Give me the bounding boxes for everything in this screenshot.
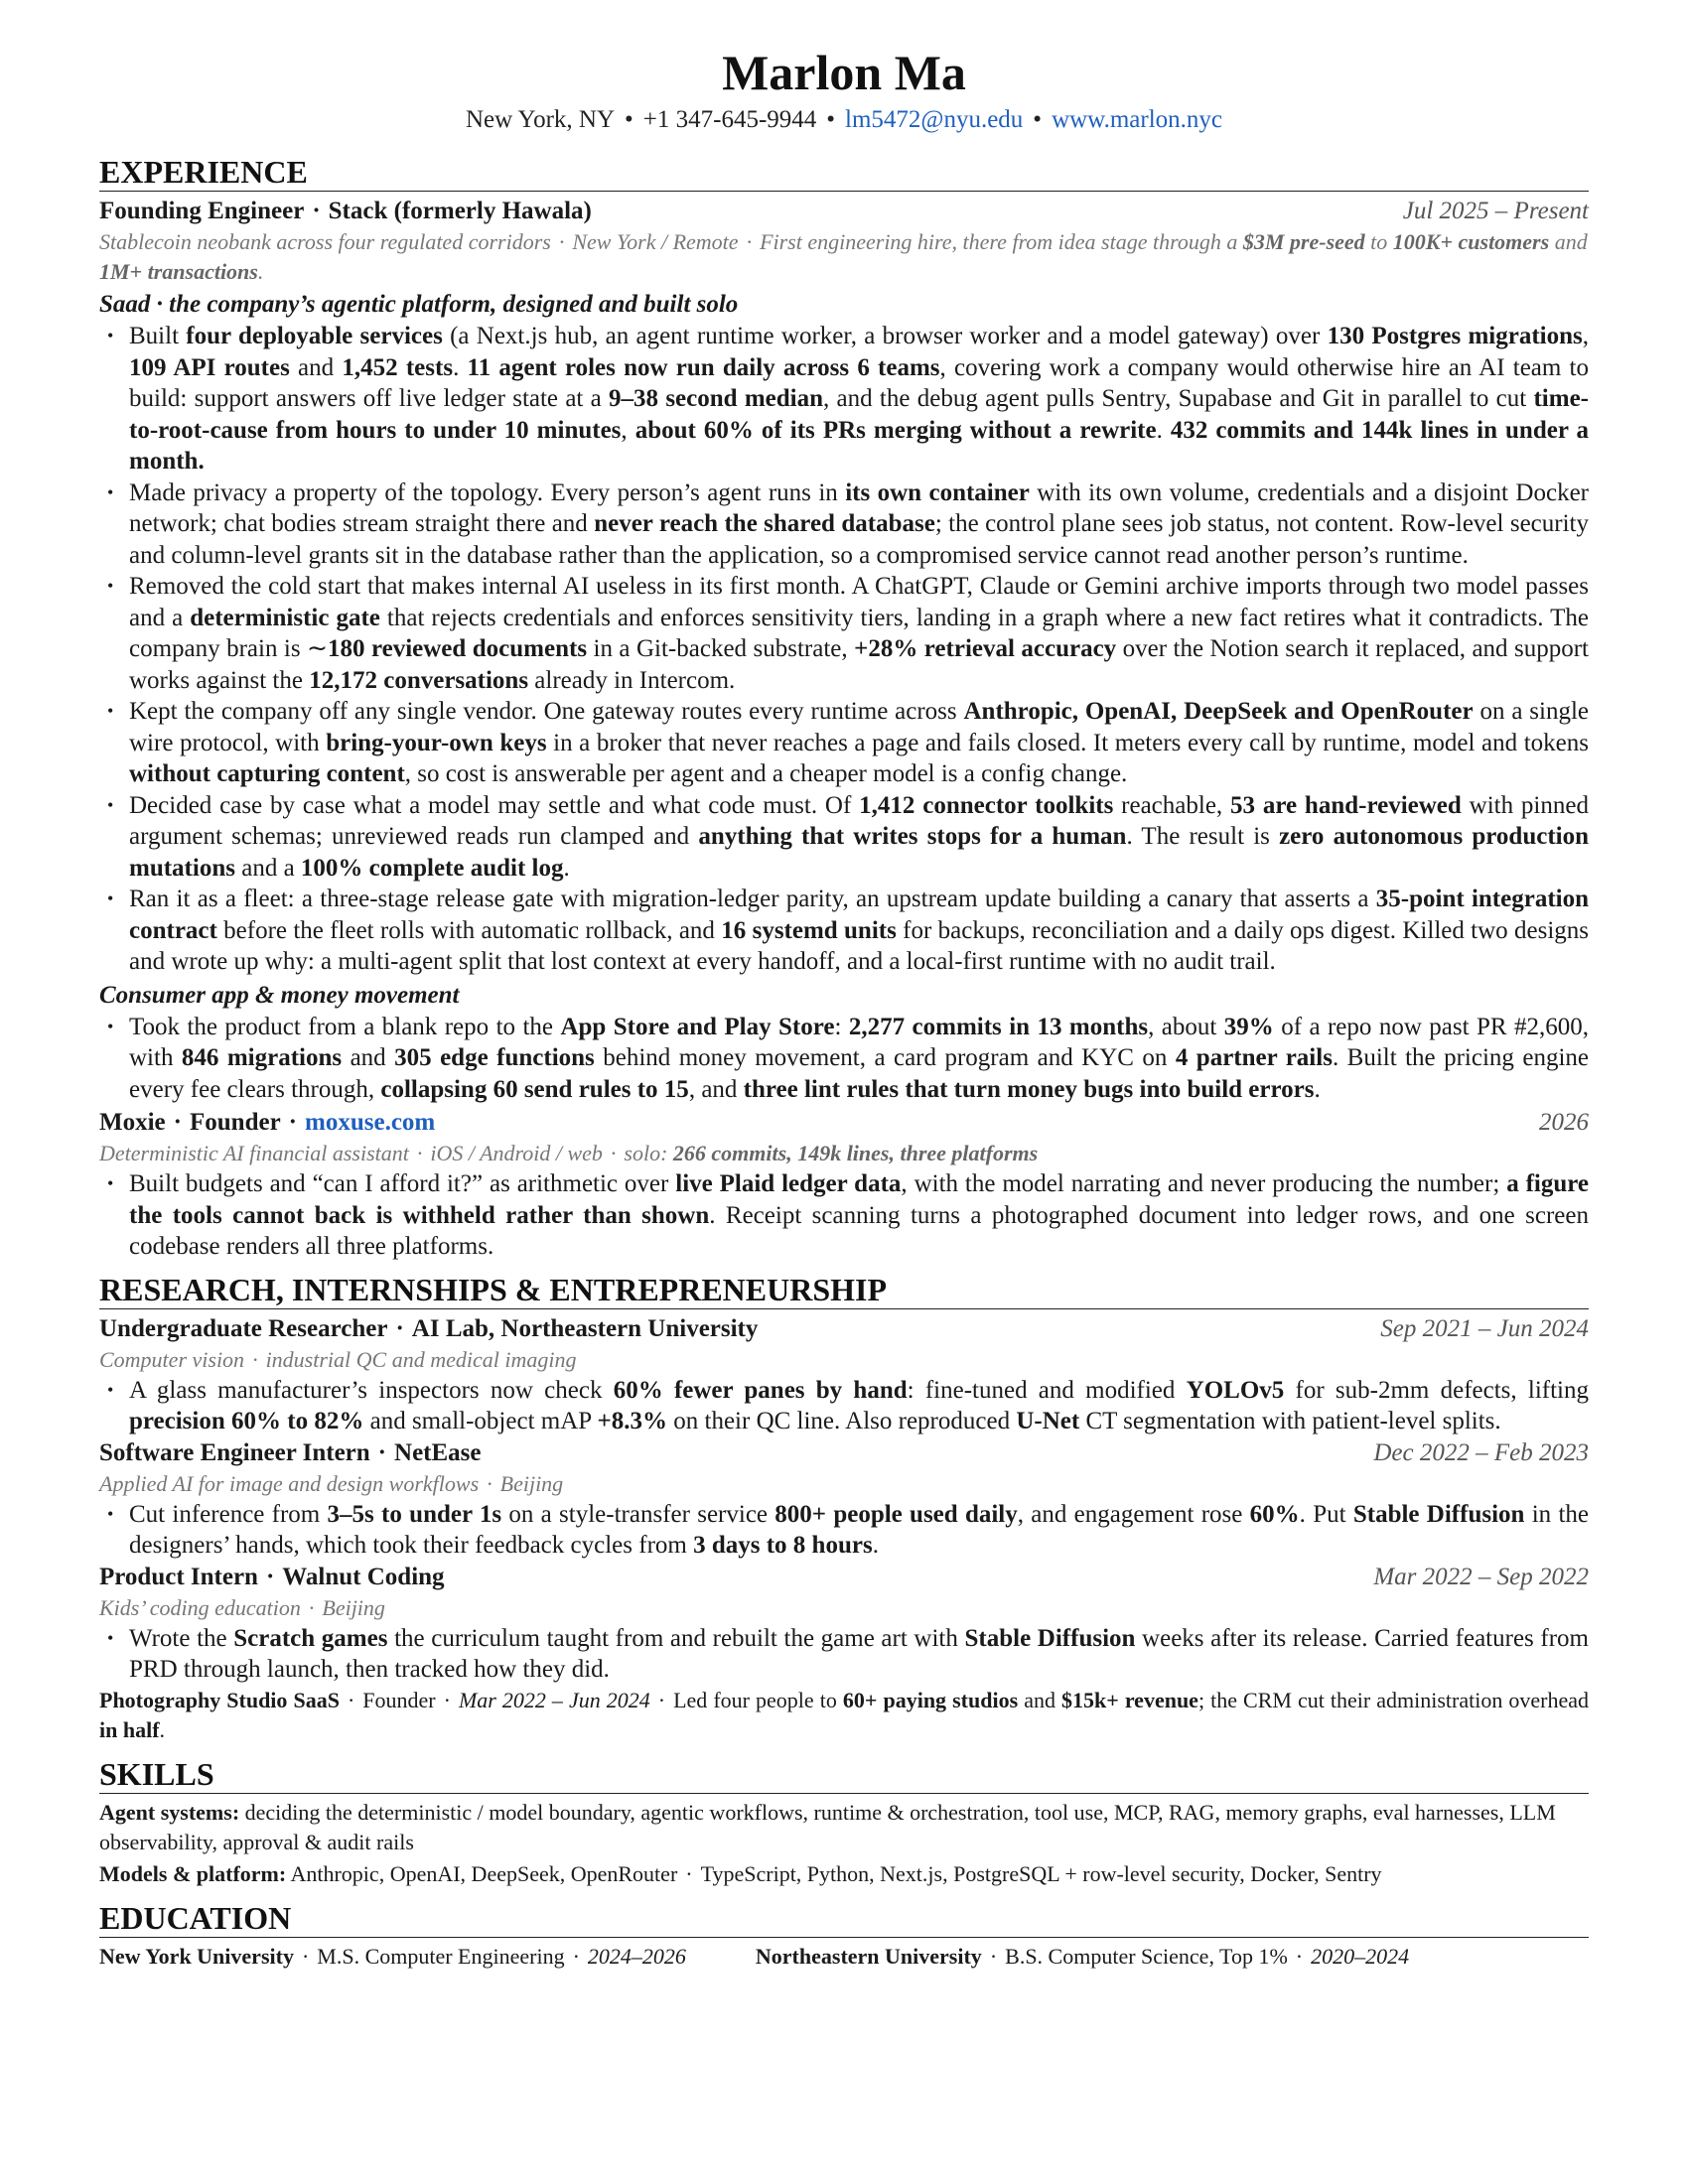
education-section — [99, 1899, 1589, 1972]
section-title-skills: SKILLS — [99, 1755, 1589, 1794]
job-role: Founding Engineer — [99, 198, 305, 224]
education-nyu: New York University · M.S. Computer Engineering · 2024–2026 — [99, 1943, 686, 1969]
contact-line: New York, NY • +1 347-645-9944 • lm5472@nyu.edu • www.marlon.nyc — [465, 106, 1223, 133]
list-item: • Ran it as a fleet: a three-stage release gate with migration-ledger parity, an upstream update building a canary that asserts a 35-point integration contract before the fleet rolls with automatic rollback, and 16 systemd units for backups, reconciliation and a daily ops digest. Killed two designs and wrote up why: a multi-agent split that lost context at every handoff, and a local-first runtime with no audit trail. — [99, 884, 1589, 978]
subsection-saad: Saad · the company’s agentic platform, designed and built solo — [99, 291, 739, 318]
job-subtitle: Applied AI for image and design workflows · Beijing — [99, 1470, 564, 1496]
skills-models-platform: Models & platform: Anthropic, OpenAI, DeepSeek, OpenRouter · TypeScript, Python, Next.js, PostgreSQL + row-level security, Docker, Sentry — [99, 1860, 1382, 1886]
job-company: Stack (formerly Hawala) — [328, 198, 592, 224]
job-subtitle: Stablecoin neobank across four regulated corridors · New York / Remote · First engineering hire, there from idea stage through a $3M pre-seed to 100K+ customers and 1M+ transactions. — [99, 229, 1588, 284]
section-title-education: EDUCATION — [99, 1899, 1589, 1938]
job-header-netease: Software Engineer Intern · NetEase Dec 2022 – Feb 2023 — [99, 1438, 1589, 1466]
job-date: 2026 — [1539, 1109, 1589, 1136]
list-item: • Removed the cold start that makes internal AI useless in its first month. A ChatGPT, Claude or Gemini archive imports through two model passes and a deterministic gate that rejects credentials and enforces sensitivity tiers, landing in a graph where a new fact retires what it contradicts. The company brain is ∼180 reviewed documents in a Git-backed substrate, +28% retrieval accuracy over the Notion search it replaced, and support works against the 12,172 conversations already in Intercom. — [99, 571, 1589, 696]
list-item: • Wrote the Scratch games the curriculum taught from and rebuilt the game art with Stable Diffusion weeks after its release. Carried features from PRD through launch, then tracked how they did. — [99, 1623, 1589, 1686]
education-line — [99, 1942, 1589, 1972]
website-link[interactable]: www.marlon.nyc — [1052, 106, 1223, 133]
bullet-list-consumer — [99, 1012, 1589, 1106]
location: New York, NY — [465, 106, 615, 133]
phone: +1 347-645-9944 — [642, 106, 817, 133]
list-item: • Decided case by case what a model may settle and what code must. Of 1,412 connector toolkits reachable, 53 are hand-reviewed with pinned argument schemas; unreviewed reads run clamped and anything that writes stops for a human. The result is zero autonomous production mutations and a 100% complete audit log. — [99, 790, 1589, 885]
job-subtitle: Kids’ coding education · Beijing — [99, 1594, 385, 1620]
job-subtitle: Deterministic AI financial assistant · iOS / Android / web · solo: 266 commits, 149k lines, three platforms — [99, 1141, 1039, 1165]
subsection-consumer: Consumer app & money movement — [99, 981, 460, 1009]
list-item: • Cut inference from 3–5s to under 1s on a style-transfer service 800+ people used daily, and engagement rose 60%. Put Stable Diffusion in the designers’ hands, which took their feedback cycles from 3 days to 8 hours. — [99, 1499, 1589, 1562]
list-item: • Kept the company off any single vendor. One gateway routes every runtime across Anthropic, OpenAI, DeepSeek and OpenRouter on a single wire protocol, with bring-your-own keys in a broker that never reaches a page and fails closed. It meters every call by runtime, model and tokens without capturing content, so cost is answerable per agent and a cheaper model is a config change. — [99, 696, 1589, 790]
job-header-stack: Founding Engineer · Stack (formerly Hawala) Jul 2025 – Present — [99, 196, 1589, 227]
skills-section — [99, 1755, 1589, 1889]
bullet-list-netease — [99, 1499, 1589, 1562]
bullet-list-ai-lab — [99, 1375, 1589, 1437]
job-header-moxie: Moxie · Founder · moxuse.com 2026 — [99, 1107, 1589, 1139]
list-item: • Built four deployable services (a Next.js hub, an agent runtime worker, a browser worker and a model gateway) over 130 Postgres migrations, 109 API routes and 1,452 tests. 11 agent roles now run daily across 6 teams, covering work a company would otherwise hire an AI team to build: support answers off live ledger state at a 9–38 second median, and the debug agent pulls Sentry, Supabase and Git in parallel to cut time-to-root-cause from hours to under 10 minutes, about 60% of its PRs merging without a rewrite. 432 commits and 144k lines in under a month. — [99, 321, 1589, 478]
bullet-list-moxie — [99, 1168, 1589, 1263]
education-neu: Northeastern University · B.S. Computer Science, Top 1% · 2020–2024 — [755, 1943, 1410, 1969]
list-item: • A glass manufacturer’s inspectors now check 60% fewer panes by hand: fine-tuned and modified YOLOv5 for sub-2mm defects, lifting precision 60% to 82% and small-object mAP +8.3% on their QC line. Also reproduced U-Net CT segmentation with patient-level splits. — [99, 1375, 1589, 1437]
research-section — [99, 1271, 1589, 1745]
job-subtitle: Computer vision · industrial QC and medical imaging — [99, 1346, 577, 1372]
job-date: Jul 2025 – Present — [1402, 198, 1589, 224]
job-role: Moxie — [99, 1109, 166, 1136]
candidate-name: Marlon Ma — [722, 45, 966, 100]
section-title-research: RESEARCH, INTERNSHIPS & ENTREPRENEURSHIP — [99, 1271, 1589, 1309]
bullet-list-walnut — [99, 1623, 1589, 1686]
email-link[interactable]: lm5472@nyu.edu — [845, 106, 1024, 133]
job-title: Founder — [189, 1109, 281, 1136]
job-header-ai-lab: Undergraduate Researcher · AI Lab, Northeastern University Sep 2021 – Jun 2024 — [99, 1314, 1589, 1342]
photography-studio-line: Photography Studio SaaS · Founder · Mar 2022 – Jun 2024 · Led four people to 60+ paying studios and $15k+ revenue; the CRM cut their administration overhead in half. — [99, 1687, 1590, 1742]
moxie-link[interactable]: moxuse.com — [305, 1109, 436, 1136]
job-header-walnut: Product Intern · Walnut Coding Mar 2022 – Sep 2022 — [99, 1563, 1589, 1590]
list-item: • Took the product from a blank repo to the App Store and Play Store: 2,277 commits in 13 months, about 39% of a repo now past PR #2,600, with 846 migrations and 305 edge functions behind money movement, a card program and KYC on 4 partner rails. Built the pricing engine every fee clears through, collapsing 60 send rules to 15, and three lint rules that turn money bugs into build errors. — [99, 1012, 1589, 1106]
section-title-experience: EXPERIENCE — [99, 153, 1589, 192]
bullet-list-saad — [99, 321, 1589, 978]
list-item: • Built budgets and “can I afford it?” as arithmetic over live Plaid ledger data, with the model narrating and never producing the number; a figure the tools cannot back is withheld rather than shown. Receipt scanning turns a photographed document into ledger rows, and one screen codebase renders all three platforms. — [99, 1168, 1589, 1263]
list-item: • Made privacy a property of the topology. Every person’s agent runs in its own container with its own volume, credentials and a disjoint Docker network; chat bodies stream straight there and never reach the shared database; the control plane sees job status, not content. Row-level security and column-level grants sit in the database rather than the application, so a compromised service cannot read another person’s runtime. — [99, 478, 1589, 572]
experience-section — [99, 153, 1589, 1263]
skills-agent-systems: Agent systems: deciding the deterministic / model boundary, agentic workflows, runtime & orchestration, tool use, MCP, RAG, memory graphs, eval harnesses, LLM observability, approval & audit rails — [99, 1799, 1556, 1854]
